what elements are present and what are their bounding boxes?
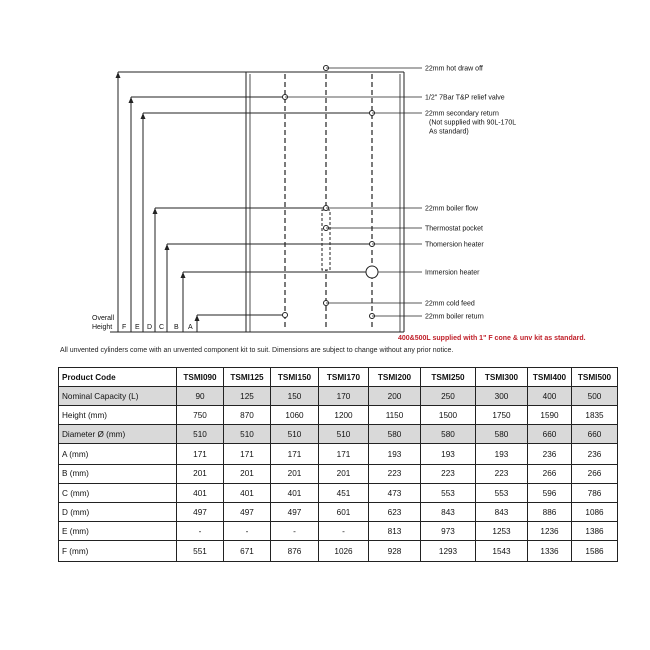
table-row	[59, 483, 618, 502]
header-cell: TSMI200	[369, 368, 421, 387]
table-cell: 171	[271, 444, 319, 465]
table-cell: 1026	[319, 541, 369, 562]
table-cell: 1590	[528, 406, 572, 425]
table-cell: 553	[421, 483, 476, 502]
table-row	[59, 444, 618, 465]
table-cell: 623	[369, 503, 421, 522]
header-cell: TSMI090	[177, 368, 224, 387]
table-cell: 973	[421, 522, 476, 541]
table-cell: -	[319, 522, 369, 541]
dimension-letters	[122, 324, 193, 331]
table-row	[59, 387, 618, 406]
dim-letter-c: C	[159, 324, 165, 331]
table-cell: 596	[528, 483, 572, 502]
row-label: E (mm)	[59, 522, 177, 541]
label-kit-note: 400&500L supplied with 1" F cone & unv kit as standard.	[398, 335, 586, 342]
table-cell: 236	[572, 444, 618, 465]
table-cell: -	[224, 522, 271, 541]
table-cell: 201	[224, 464, 271, 483]
internal-pipes	[285, 74, 372, 330]
label-secondary-note-1: (Not supplied with 90L-170L	[429, 119, 517, 127]
table-cell: -	[271, 522, 319, 541]
table-cell: 500	[572, 387, 618, 406]
table-cell: 1336	[528, 541, 572, 562]
table-cell: 401	[177, 483, 224, 502]
label-boiler-return: 22mm boiler return	[425, 313, 484, 321]
header-cell: TSMI400	[528, 368, 572, 387]
table-cell: 886	[528, 503, 572, 522]
row-label: Height (mm)	[59, 406, 177, 425]
table-cell: 1200	[319, 406, 369, 425]
header-cell: TSMI500	[572, 368, 618, 387]
table-row	[59, 522, 618, 541]
table-cell: 580	[369, 425, 421, 444]
dim-letter-a: A	[188, 324, 193, 331]
table-cell: 193	[369, 444, 421, 465]
header-cell: TSMI125	[224, 368, 271, 387]
dim-letter-b: B	[174, 324, 179, 331]
table-cell: 551	[177, 541, 224, 562]
table-cell: -	[177, 522, 224, 541]
label-cold-feed: 22mm cold feed	[425, 300, 475, 308]
table-cell: 400	[528, 387, 572, 406]
table-cell: 1500	[421, 406, 476, 425]
table-cell: 236	[528, 444, 572, 465]
table-cell: 786	[572, 483, 618, 502]
table-cell: 90	[177, 387, 224, 406]
table-cell: 170	[319, 387, 369, 406]
footnote: All unvented cylinders come with an unvented component kit to suit. Dimensions are subject to change without any prior notice.	[60, 347, 454, 354]
row-label: C (mm)	[59, 483, 177, 502]
table-cell: 223	[369, 464, 421, 483]
table-row	[59, 503, 618, 522]
row-label: F (mm)	[59, 541, 177, 562]
label-height: Height	[92, 324, 113, 331]
table-cell: 266	[572, 464, 618, 483]
table-cell: 843	[476, 503, 528, 522]
table-cell: 1543	[476, 541, 528, 562]
table-cell: 660	[572, 425, 618, 444]
label-hot-draw-off: 22mm hot draw off	[425, 65, 483, 73]
table-cell: 510	[177, 425, 224, 444]
table-cell: 401	[271, 483, 319, 502]
table-cell: 1586	[572, 541, 618, 562]
table-cell: 671	[224, 541, 271, 562]
header-cell: TSMI250	[421, 368, 476, 387]
table-cell: 601	[319, 503, 369, 522]
table-cell: 266	[528, 464, 572, 483]
table-cell: 750	[177, 406, 224, 425]
dim-letter-e: E	[135, 324, 140, 331]
table-cell: 473	[369, 483, 421, 502]
table-cell: 1835	[572, 406, 618, 425]
table-cell: 1253	[476, 522, 528, 541]
dimension-leaders	[110, 72, 372, 332]
label-relief-valve: 1/2" 7Bar T&P relief valve	[425, 94, 505, 102]
table-cell: 401	[224, 483, 271, 502]
table-cell: 223	[476, 464, 528, 483]
label-thomersion-heater: Thomersion heater	[425, 241, 484, 249]
callout-lines	[285, 68, 422, 316]
header-cell: Product Code	[59, 368, 177, 387]
cylinder-body	[246, 72, 404, 332]
dim-letter-d: D	[147, 324, 153, 331]
row-label: A (mm)	[59, 444, 177, 465]
row-label: Diameter Ø (mm)	[59, 425, 177, 444]
table-cell: 223	[421, 464, 476, 483]
table-cell: 201	[271, 464, 319, 483]
spec-table	[58, 367, 618, 562]
table-row	[59, 464, 618, 483]
table-cell: 1060	[271, 406, 319, 425]
table-cell: 250	[421, 387, 476, 406]
header-cell: TSMI300	[476, 368, 528, 387]
table-cell: 580	[421, 425, 476, 444]
row-label: B (mm)	[59, 464, 177, 483]
table-cell: 497	[224, 503, 271, 522]
table-cell: 497	[271, 503, 319, 522]
table-cell: 510	[224, 425, 271, 444]
table-row	[59, 541, 618, 562]
table-cell: 201	[319, 464, 369, 483]
table-cell: 1150	[369, 406, 421, 425]
table-cell: 928	[369, 541, 421, 562]
table-cell: 1293	[421, 541, 476, 562]
table-cell: 193	[421, 444, 476, 465]
table-cell: 171	[224, 444, 271, 465]
table-cell: 200	[369, 387, 421, 406]
row-label: D (mm)	[59, 503, 177, 522]
table-cell: 660	[528, 425, 572, 444]
table-cell: 876	[271, 541, 319, 562]
table-cell: 580	[476, 425, 528, 444]
table-cell: 451	[319, 483, 369, 502]
label-overall: Overall	[92, 315, 115, 322]
label-secondary-note-2: As standard)	[429, 128, 469, 136]
row-label: Nominal Capacity (L)	[59, 387, 177, 406]
label-secondary-return: 22mm secondary return	[425, 110, 499, 118]
connection-points	[283, 66, 379, 319]
table-cell: 497	[177, 503, 224, 522]
table-cell: 813	[369, 522, 421, 541]
thermostat-pocket	[322, 210, 330, 270]
header-cell: TSMI170	[319, 368, 369, 387]
table-cell: 201	[177, 464, 224, 483]
table-cell: 193	[476, 444, 528, 465]
table-row	[59, 406, 618, 425]
label-boiler-flow: 22mm boiler flow	[425, 205, 478, 213]
table-cell: 510	[319, 425, 369, 444]
table-cell: 1386	[572, 522, 618, 541]
header-cell: TSMI150	[271, 368, 319, 387]
table-cell: 843	[421, 503, 476, 522]
table-cell: 553	[476, 483, 528, 502]
table-cell: 150	[271, 387, 319, 406]
table-cell: 510	[271, 425, 319, 444]
table-cell: 300	[476, 387, 528, 406]
table-cell: 1086	[572, 503, 618, 522]
dimension-arrows	[116, 72, 200, 321]
table-cell: 171	[177, 444, 224, 465]
table-cell: 171	[319, 444, 369, 465]
table-cell: 125	[224, 387, 271, 406]
table-cell: 1236	[528, 522, 572, 541]
dim-letter-f: F	[122, 324, 127, 331]
table-header-row	[59, 368, 618, 387]
table-row	[59, 425, 618, 444]
table-cell: 1750	[476, 406, 528, 425]
label-thermostat-pocket: Thermostat pocket	[425, 225, 483, 233]
label-immersion-heater: Immersion heater	[425, 269, 480, 277]
table-cell: 870	[224, 406, 271, 425]
